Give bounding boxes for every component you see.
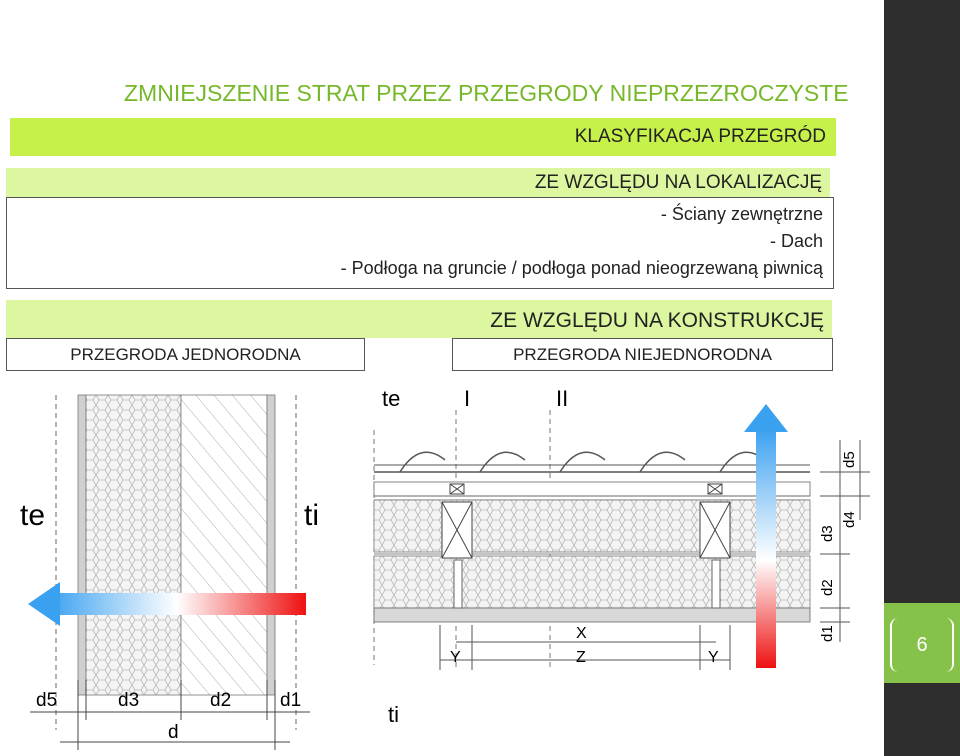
left-layer-label-d5: d5	[36, 690, 58, 711]
right-layer-label-d1: d1	[819, 625, 836, 642]
left-te-label: te	[20, 499, 46, 532]
right-layer-label-d4: d4	[841, 511, 858, 528]
location-item-roof: - Dach	[769, 231, 823, 251]
left-layer-label-d2: d2	[210, 690, 232, 711]
heterogeneous-roof-diagram	[370, 380, 884, 756]
y-label-left: Y	[450, 649, 461, 666]
construction-header: ZE WZGLĘDU NA KONSTRUKCJĘ	[6, 300, 832, 338]
left-ti-label: ti	[304, 499, 319, 532]
heterogeneous-partition-label: PRZEGRODA NIEJEDNORODNA	[452, 338, 833, 371]
left-layer-label-d1: d1	[280, 690, 302, 711]
slide-number: 6	[890, 618, 954, 672]
right-layer-label-d2: d2	[819, 579, 836, 596]
left-total-label: d	[168, 722, 179, 743]
right-te-label: te	[382, 386, 401, 411]
location-header: ZE WZGLĘDU NA LOKALIZACJĘ	[6, 168, 830, 197]
classification-header: KLASYFIKACJA PRZEGRÓD	[10, 118, 836, 156]
homogeneous-partition-label: PRZEGRODA JEDNORODNA	[6, 338, 365, 371]
location-item-floor: - Podłoga na gruncie / podłoga ponad nieogrzewaną piwnicą	[340, 258, 823, 278]
location-list	[6, 197, 834, 289]
section-label-II: II	[556, 386, 569, 411]
z-label: Z	[576, 649, 586, 666]
left-layer-label-d3: d3	[118, 690, 140, 711]
homogeneous-wall-diagram	[0, 380, 370, 756]
x-label: X	[576, 625, 587, 642]
y-label-right: Y	[708, 649, 719, 666]
page-title: ZMNIEJSZENIE STRAT PRZEZ PRZEGRODY NIEPRZEZROCZYSTE	[124, 80, 849, 106]
location-item-walls: - Ściany zewnętrzne	[660, 204, 823, 224]
section-label-I: I	[464, 386, 471, 411]
right-ti-label: ti	[388, 702, 399, 727]
right-layer-label-d3: d3	[819, 525, 836, 542]
right-layer-label-d5: d5	[841, 451, 858, 468]
